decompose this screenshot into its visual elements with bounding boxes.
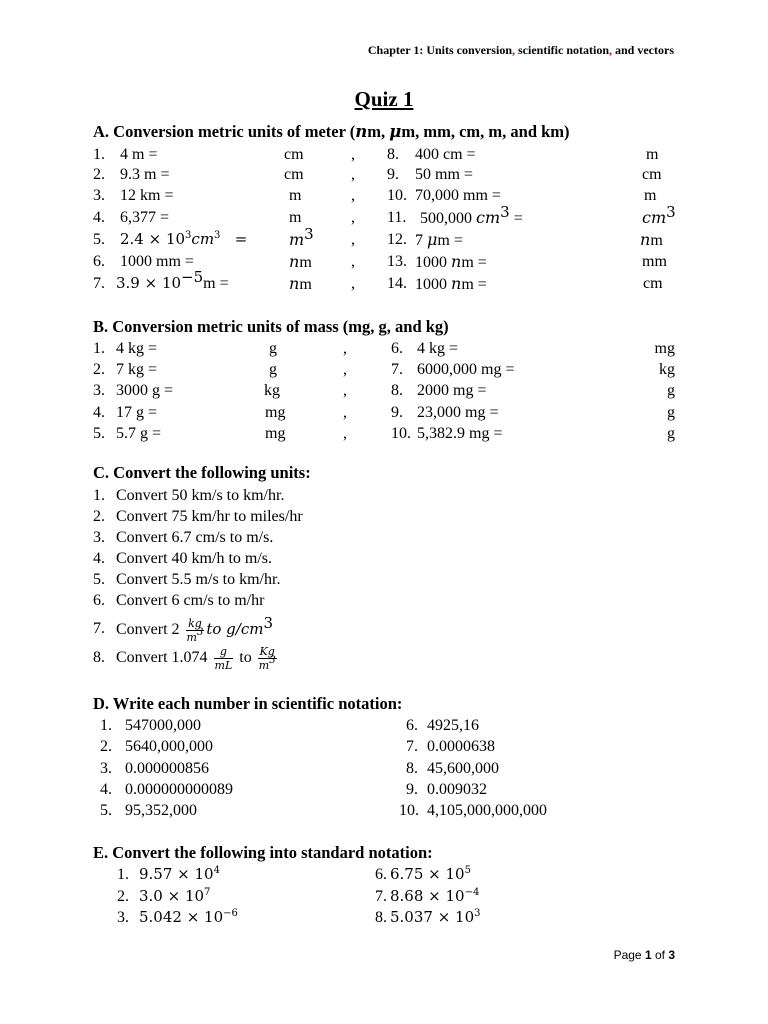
section-e-heading: E. Convert the following into standard notation: <box>93 843 433 862</box>
unit-m: m <box>461 254 474 271</box>
equals-sign: = <box>477 276 487 293</box>
footer-text: of <box>651 948 669 962</box>
item-target-unit: m <box>289 209 302 226</box>
header-text: and vectors <box>612 43 674 57</box>
item-question: Convert 6 cm/s to m/hr <box>116 592 265 609</box>
item-number: 7. <box>375 887 387 905</box>
item-target-unit: cm <box>642 166 662 183</box>
section-d-row <box>93 800 593 821</box>
item-number: 14. <box>387 275 407 292</box>
micro-symbol: μ <box>389 122 402 141</box>
item-question: Convert 75 km/hr to miles/hr <box>116 508 303 525</box>
separator: , <box>351 166 355 183</box>
fraction <box>258 645 277 672</box>
item-value: 500,000 <box>420 210 472 227</box>
fraction-denominator: mL <box>214 658 233 672</box>
item-number: 2. <box>93 166 105 183</box>
exponent: 7 <box>204 886 211 898</box>
section-b-row <box>93 423 675 444</box>
item-number: 3. <box>93 187 105 204</box>
item-question: 400 cm = <box>415 146 476 163</box>
fraction <box>186 617 205 644</box>
item-number: 13. <box>387 253 407 270</box>
item-number: 2. <box>93 508 105 525</box>
item-question <box>420 203 523 229</box>
item-number: 5. <box>93 425 105 442</box>
section-a-row <box>93 144 693 165</box>
coefficient: 3.9 × 10 <box>116 274 182 292</box>
item-number: 8. <box>406 759 418 777</box>
exponent: 3 <box>214 230 221 241</box>
fraction-numerator: kg <box>186 617 205 631</box>
exponent: 5 <box>464 865 471 876</box>
item-question: 1000 mm = <box>120 253 194 270</box>
header-text: Chapter 1: Units conversion <box>367 43 512 57</box>
item-value: 95,352,000 <box>125 802 197 820</box>
item-question <box>415 273 487 295</box>
nano-symbol: n <box>640 230 651 249</box>
item-number: 4. <box>100 780 112 798</box>
item-target-unit: m <box>644 187 657 204</box>
item-target-unit: kg <box>659 361 675 378</box>
separator: , <box>351 209 355 226</box>
item-value: 547000,000 <box>125 717 201 734</box>
unit-m: m <box>299 254 312 271</box>
page-number: 1 <box>644 948 652 962</box>
item-number: 9. <box>406 780 418 798</box>
item-target-unit: g <box>667 382 675 399</box>
item-number: 6. <box>375 866 387 883</box>
item-number: 4. <box>93 550 105 567</box>
item-number: 11. <box>387 209 407 226</box>
unit-m: m <box>299 276 312 293</box>
section-d-row <box>93 758 593 779</box>
coefficient: 6.75 × 10 <box>390 865 465 883</box>
item-target-unit <box>640 229 663 251</box>
section-b-row <box>93 359 675 380</box>
item-value: 4,105,000,000,000 <box>427 802 547 820</box>
heading-text: m, mm, cm, m, and km) <box>401 122 570 141</box>
separator: , <box>343 382 347 399</box>
heading-text: m, <box>367 122 390 141</box>
exponent: 3 <box>263 614 274 632</box>
coefficient: 5.037 × 10 <box>390 908 475 926</box>
item-question: 7 kg = <box>116 361 158 378</box>
item-question: 3000 g = <box>116 382 174 399</box>
item-number: 6. <box>391 340 403 357</box>
unit-m: m <box>186 630 197 644</box>
section-c-item <box>93 485 593 506</box>
item-number: 3. <box>93 529 105 546</box>
exponent: 3 <box>666 203 676 221</box>
separator: , <box>343 340 347 357</box>
separator: , <box>351 275 355 292</box>
item-value: 0.0000638 <box>427 738 495 756</box>
item-target-unit: m <box>289 187 302 204</box>
item-target-unit: g <box>667 404 675 421</box>
item-question: 23,000 mg = <box>417 404 499 421</box>
item-question: 5,382.9 mg = <box>417 425 503 442</box>
section-a-heading <box>93 122 570 142</box>
item-number: 2. <box>100 738 112 756</box>
unit-m: m <box>650 232 663 249</box>
equals-sign: = <box>477 254 487 271</box>
item-question: 6000,000 mg = <box>417 361 515 378</box>
unit-m: m <box>258 658 270 672</box>
item-value: 45,600,000 <box>427 759 499 777</box>
item-value: 1000 <box>415 254 447 271</box>
exponent: 3 <box>196 626 204 638</box>
section-b-row <box>93 402 675 423</box>
section-c-heading: C. Convert the following units: <box>93 463 311 482</box>
item-value <box>390 886 479 907</box>
unit-m: m <box>437 232 450 249</box>
unit-m: m <box>461 276 474 293</box>
item-value <box>139 886 210 907</box>
exponent: −5 <box>181 268 204 286</box>
item-number: 8. <box>93 649 105 666</box>
item-value: 4925,16 <box>427 717 479 734</box>
separator: , <box>351 187 355 204</box>
item-number: 7. <box>391 361 403 378</box>
separator: , <box>351 231 355 248</box>
item-number: 5. <box>100 802 112 820</box>
item-number: 4. <box>93 209 105 226</box>
item-number: 4. <box>93 404 105 421</box>
section-d-heading: D. Write each number in scientific notation: <box>93 694 403 713</box>
unit-cm: cm <box>476 208 501 227</box>
item-target-unit: mg <box>265 404 286 421</box>
equals-sign: = <box>513 210 523 227</box>
separator: , <box>343 425 347 442</box>
item-target-unit <box>642 203 676 229</box>
item-number: 1. <box>93 146 105 163</box>
item-value <box>390 907 481 928</box>
item-number: 7. <box>93 275 105 292</box>
item-question: 4 kg = <box>116 340 158 357</box>
nano-symbol: n <box>451 252 462 271</box>
page-footer <box>614 948 675 962</box>
separator: , <box>351 253 355 270</box>
page-title: Quiz 1 <box>354 87 414 111</box>
nano-symbol: n <box>355 122 368 141</box>
item-number: 12. <box>387 231 407 248</box>
nano-symbol: n <box>289 252 300 271</box>
item-number: 9. <box>387 166 399 183</box>
item-value: 5640,000,000 <box>125 738 213 756</box>
fraction-denominator <box>258 654 277 672</box>
item-text: Convert 1.074 <box>116 649 208 666</box>
item-question: Convert 5.5 m/s to km/hr. <box>116 571 281 588</box>
separator: , <box>343 404 347 421</box>
section-d-row <box>93 715 593 736</box>
item-number: 2. <box>117 887 129 905</box>
unit-cm: cm <box>191 230 215 248</box>
section-a-row <box>93 203 693 228</box>
section-a-row <box>93 164 693 185</box>
exponent: 4 <box>213 865 220 876</box>
section-d-row <box>93 779 593 800</box>
item-question: Convert 6.7 cm/s to m/s. <box>116 529 274 546</box>
item-question: 4 kg = <box>417 340 459 357</box>
item-target-unit: m <box>646 146 659 163</box>
section-c-item <box>93 590 593 611</box>
item-number: 6. <box>93 592 105 609</box>
item-number: 10. <box>387 187 407 204</box>
item-number: 7. <box>406 738 418 756</box>
equals-sign: = <box>453 232 463 249</box>
nano-symbol: n <box>451 274 462 293</box>
coefficient: 2.4 × 10 <box>120 230 186 248</box>
section-b-row <box>93 380 675 401</box>
header-comma: , <box>512 43 515 57</box>
item-target-unit: mm <box>642 253 667 270</box>
unit-cm: cm <box>642 208 667 227</box>
item-number: 1. <box>93 487 105 504</box>
exponent: 3 <box>500 203 510 221</box>
item-target-unit: mg <box>265 425 286 442</box>
item-question <box>415 229 463 251</box>
exponent: 3 <box>269 654 276 666</box>
fraction <box>214 645 234 672</box>
item-target-unit: g <box>269 361 277 378</box>
item-question <box>116 268 229 294</box>
item-number: 5. <box>93 231 105 248</box>
section-b-row <box>93 338 675 359</box>
item-target-unit: cm <box>284 146 304 163</box>
item-value <box>139 864 220 885</box>
item-question: 2000 mg = <box>417 382 487 399</box>
coefficient: 8.68 × 10 <box>390 886 465 905</box>
separator: , <box>351 146 355 163</box>
item-target-unit: g <box>667 425 675 442</box>
equals-sign: = <box>234 230 248 248</box>
header-text: scientific notation <box>515 43 609 57</box>
item-question <box>415 251 487 273</box>
item-value: 0.000000000089 <box>125 780 233 798</box>
item-number: 2. <box>93 361 105 378</box>
item-question: Convert 50 km/s to km/hr. <box>116 487 285 504</box>
item-question: 5.7 g = <box>116 425 162 442</box>
micro-symbol: μ <box>427 230 438 249</box>
item-number: 10. <box>399 802 419 820</box>
item-question: 9.3 m = <box>120 166 170 183</box>
item-question: 6,377 = <box>120 209 170 226</box>
nano-symbol: n <box>289 274 300 293</box>
item-number: 5. <box>93 571 105 588</box>
item-question <box>120 229 247 250</box>
item-value <box>139 907 238 928</box>
item-target-unit: cm <box>643 275 663 292</box>
separator: , <box>343 361 347 378</box>
item-number: 8. <box>391 382 403 399</box>
coefficient: 5.042 × 10 <box>139 908 224 926</box>
item-target-unit <box>289 225 314 251</box>
item-value: 1000 <box>415 276 447 293</box>
chapter-header <box>368 43 674 58</box>
section-c-item <box>93 569 593 590</box>
item-question <box>116 614 273 645</box>
coefficient: 9.57 × 10 <box>139 865 214 883</box>
item-text: Convert 2 <box>116 621 180 638</box>
item-question <box>116 643 279 673</box>
unit-m: m = <box>203 275 229 292</box>
unit-m: m <box>289 230 305 249</box>
item-question: 70,000 mm = <box>415 187 501 204</box>
item-target-unit <box>289 251 312 273</box>
item-question: 50 mm = <box>415 166 473 183</box>
section-c-item <box>93 548 593 569</box>
section-d-row <box>93 736 593 757</box>
section-c-item <box>93 527 593 548</box>
coefficient: 3.0 × 10 <box>139 886 205 905</box>
item-number: 1. <box>100 717 112 734</box>
item-number: 8. <box>375 909 387 926</box>
item-number: 9. <box>391 404 403 421</box>
exponent: −4 <box>464 886 480 898</box>
item-target-unit: kg <box>264 382 280 399</box>
exponent: 3 <box>304 225 314 243</box>
item-number: 8. <box>387 146 399 163</box>
item-question: Convert 40 km/h to m/s. <box>116 550 272 567</box>
item-target-unit: cm <box>284 166 304 183</box>
section-e-row <box>93 907 593 928</box>
item-number: 10. <box>391 425 411 442</box>
fraction-denominator <box>186 626 205 644</box>
header-comma: , <box>609 43 612 57</box>
exponent: 3 <box>474 908 481 919</box>
item-value: 0.000000856 <box>125 759 209 777</box>
item-text: to g/cm <box>206 620 264 638</box>
heading-text: A. Conversion metric units of meter ( <box>93 122 356 141</box>
item-value: 7 <box>415 232 423 249</box>
section-b-heading: B. Conversion metric units of mass (mg, g, and kg) <box>93 317 449 336</box>
item-text: to <box>239 649 252 666</box>
item-target-unit <box>289 273 312 295</box>
item-number: 7. <box>93 620 105 637</box>
fraction-numerator: g <box>214 645 234 659</box>
section-a-row <box>93 185 693 206</box>
item-number: 3. <box>93 382 105 399</box>
item-number: 6. <box>406 717 418 734</box>
section-c-item <box>93 506 593 527</box>
item-target-unit: mg <box>654 340 675 357</box>
item-number: 6. <box>93 253 105 270</box>
exponent: −6 <box>223 908 238 919</box>
item-question: 17 g = <box>116 404 158 421</box>
item-question: 4 m = <box>120 146 158 163</box>
item-number: 3. <box>117 909 129 926</box>
item-value <box>390 864 471 885</box>
fraction-numerator: Kg <box>259 644 275 658</box>
exponent: 3 <box>185 230 192 241</box>
footer-text: Page <box>613 948 645 962</box>
item-number: 3. <box>100 759 112 777</box>
section-a-row <box>93 268 693 294</box>
section-e-row <box>93 886 593 907</box>
item-value: 0.009032 <box>427 780 487 798</box>
item-number: 1. <box>117 866 129 883</box>
item-question: 12 km = <box>120 187 174 204</box>
item-number: 1. <box>93 340 105 357</box>
section-e-row <box>93 864 593 885</box>
item-target-unit: g <box>269 340 277 357</box>
section-a-row <box>93 225 693 250</box>
page-total: 3 <box>668 948 675 962</box>
